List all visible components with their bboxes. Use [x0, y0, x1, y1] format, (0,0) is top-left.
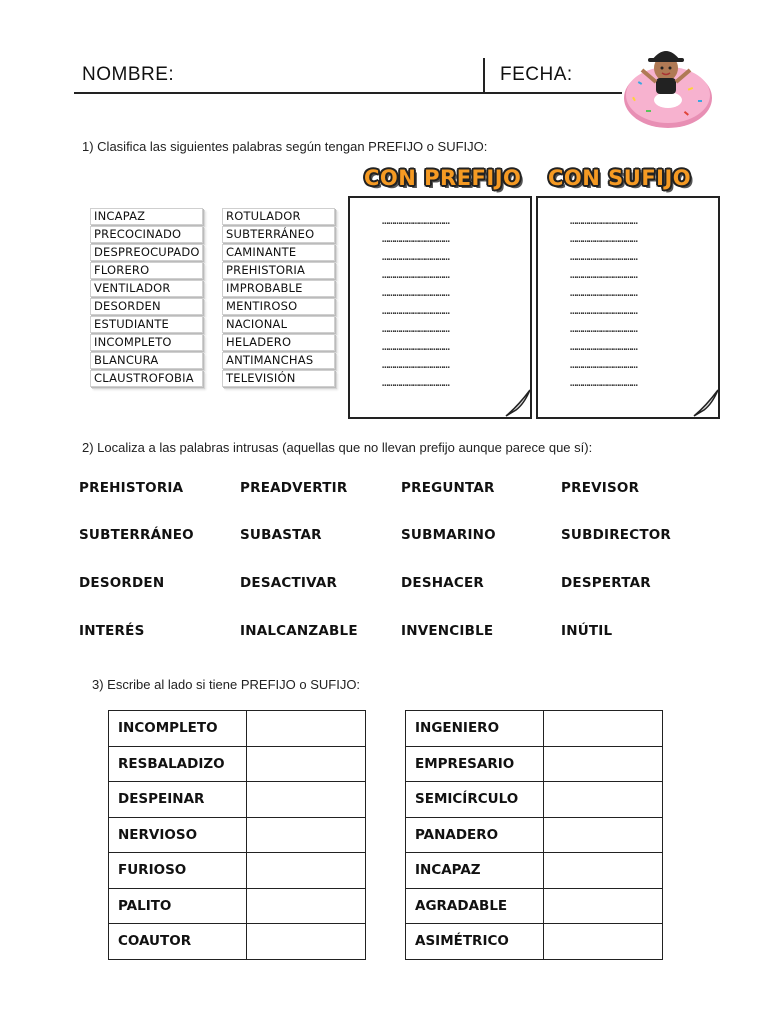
table-row [406, 853, 663, 889]
intruder-word[interactable]: INVENCIBLE [401, 623, 494, 639]
table-right [405, 710, 663, 960]
answer-cell[interactable] [247, 817, 366, 853]
word-tile: BLANCURA [90, 352, 203, 369]
word-cell: NERVIOSO [109, 817, 247, 853]
word-tile: ESTUDIANTE [90, 316, 203, 333]
answer-line[interactable]: …………………………… [382, 286, 450, 299]
answer-cell[interactable] [247, 888, 366, 924]
word-cell: RESBALADIZO [109, 746, 247, 782]
intruder-word[interactable]: INÚTIL [561, 623, 613, 639]
intruder-word[interactable]: INTERÉS [79, 623, 145, 639]
intruder-word[interactable]: DESHACER [401, 575, 485, 591]
table-left [108, 710, 366, 960]
table-row [109, 782, 366, 818]
word-tile: ROTULADOR [222, 208, 335, 225]
title-con-sufijo: CON SUFIJO [548, 166, 692, 190]
answer-line[interactable]: …………………………… [382, 214, 450, 227]
section1-instruction: 1) Clasifica las siguientes palabras según tengan PREFIJO o SUFIJO: [82, 139, 488, 154]
table-row [109, 746, 366, 782]
answer-line[interactable]: …………………………… [570, 268, 638, 281]
answer-line[interactable]: …………………………… [382, 304, 450, 317]
answer-line[interactable]: …………………………… [570, 376, 638, 389]
page-curl-icon [692, 388, 720, 418]
intruder-word[interactable]: PREGUNTAR [401, 480, 495, 496]
table-row [406, 711, 663, 747]
word-tile: FLORERO [90, 262, 203, 279]
table-row [109, 888, 366, 924]
answer-line[interactable]: …………………………… [382, 232, 450, 245]
word-cell: INCOMPLETO [109, 711, 247, 747]
word-tile: INCOMPLETO [90, 334, 203, 351]
table-row [406, 746, 663, 782]
word-cell: AGRADABLE [406, 888, 544, 924]
answer-line[interactable]: …………………………… [570, 322, 638, 335]
word-tile: PRECOCINADO [90, 226, 203, 243]
word-tile: PREHISTORIA [222, 262, 335, 279]
answer-line[interactable]: …………………………… [382, 322, 450, 335]
word-cell: PANADERO [406, 817, 544, 853]
answer-line[interactable]: …………………………… [570, 358, 638, 371]
answer-line[interactable]: …………………………… [570, 304, 638, 317]
answer-line[interactable]: …………………………… [382, 340, 450, 353]
word-cell: PALITO [109, 888, 247, 924]
section3-instruction: 3) Escribe al lado si tiene PREFIJO o SUFIJO: [92, 677, 361, 692]
word-tile: CLAUSTROFOBIA [90, 370, 203, 387]
intruder-word[interactable]: SUBTERRÁNEO [79, 527, 194, 543]
answer-line[interactable]: …………………………… [570, 214, 638, 227]
answer-cell[interactable] [247, 782, 366, 818]
word-tile: SUBTERRÁNEO [222, 226, 335, 243]
answer-line[interactable]: …………………………… [570, 286, 638, 299]
table-row [109, 711, 366, 747]
intruder-word[interactable]: INALCANZABLE [240, 623, 358, 639]
word-tile: TELEVISIÓN [222, 370, 335, 387]
nombre-label: NOMBRE: [82, 64, 175, 85]
word-tile: DESORDEN [90, 298, 203, 315]
word-cell: INCAPAZ [406, 853, 544, 889]
section2-instruction: 2) Localiza a las palabras intrusas (aquellas que no llevan prefijo aunque parece que sí): [82, 440, 593, 455]
page-curl-icon [504, 388, 532, 418]
answer-cell[interactable] [544, 853, 663, 889]
answer-cell[interactable] [247, 746, 366, 782]
table-row [406, 924, 663, 960]
word-cell: INGENIERO [406, 711, 544, 747]
answer-line[interactable]: …………………………… [570, 340, 638, 353]
answer-line[interactable]: …………………………… [382, 376, 450, 389]
table-row [406, 817, 663, 853]
word-cell: SEMICÍRCULO [406, 782, 544, 818]
word-tile: INCAPAZ [90, 208, 203, 225]
answer-cell[interactable] [247, 924, 366, 960]
intruder-word[interactable]: PREADVERTIR [240, 480, 348, 496]
answer-cell[interactable] [247, 853, 366, 889]
header-divider [483, 58, 485, 94]
answer-cell[interactable] [544, 746, 663, 782]
intruder-word[interactable]: SUBDIRECTOR [561, 527, 672, 543]
donut-avatar-icon [618, 40, 714, 130]
fecha-label: FECHA: [500, 64, 573, 85]
table-row [406, 782, 663, 818]
prefijo-answer-box[interactable] [348, 196, 532, 419]
word-cell: FURIOSO [109, 853, 247, 889]
answer-cell[interactable] [544, 817, 663, 853]
answer-cell[interactable] [544, 711, 663, 747]
word-tile: CAMINANTE [222, 244, 335, 261]
word-cell: DESPEINAR [109, 782, 247, 818]
table-row [406, 888, 663, 924]
answer-line[interactable]: …………………………… [570, 232, 638, 245]
word-tile: HELADERO [222, 334, 335, 351]
answer-cell[interactable] [544, 888, 663, 924]
title-con-prefijo: CON PREFIJO [364, 166, 522, 190]
intruder-word[interactable]: DESPERTAR [561, 575, 651, 591]
word-cell: COAUTOR [109, 924, 247, 960]
answer-line[interactable]: …………………………… [570, 250, 638, 263]
table-row [109, 853, 366, 889]
answer-cell[interactable] [544, 924, 663, 960]
answer-line[interactable]: …………………………… [382, 250, 450, 263]
table-row [109, 817, 366, 853]
answer-line[interactable]: …………………………… [382, 268, 450, 281]
sufijo-answer-box[interactable] [536, 196, 720, 419]
intruder-word[interactable]: PREVISOR [561, 480, 640, 496]
intruder-word[interactable]: DESACTIVAR [240, 575, 338, 591]
answer-line[interactable]: …………………………… [382, 358, 450, 371]
word-tile: MENTIROSO [222, 298, 335, 315]
intruder-word[interactable]: SUBMARINO [401, 527, 496, 543]
answer-cell[interactable] [544, 782, 663, 818]
intruder-word[interactable]: DESORDEN [79, 575, 165, 591]
header-underline [74, 92, 622, 94]
word-tile: DESPREOCUPADO [90, 244, 203, 261]
answer-cell[interactable] [247, 711, 366, 747]
intruder-word[interactable]: PREHISTORIA [79, 480, 184, 496]
word-tile: ANTIMANCHAS [222, 352, 335, 369]
intruder-word[interactable]: SUBASTAR [240, 527, 322, 543]
table-row [109, 924, 366, 960]
word-cell: ASIMÉTRICO [406, 924, 544, 960]
word-tile: NACIONAL [222, 316, 335, 333]
word-tile: VENTILADOR [90, 280, 203, 297]
word-tile: IMPROBABLE [222, 280, 335, 297]
word-cell: EMPRESARIO [406, 746, 544, 782]
